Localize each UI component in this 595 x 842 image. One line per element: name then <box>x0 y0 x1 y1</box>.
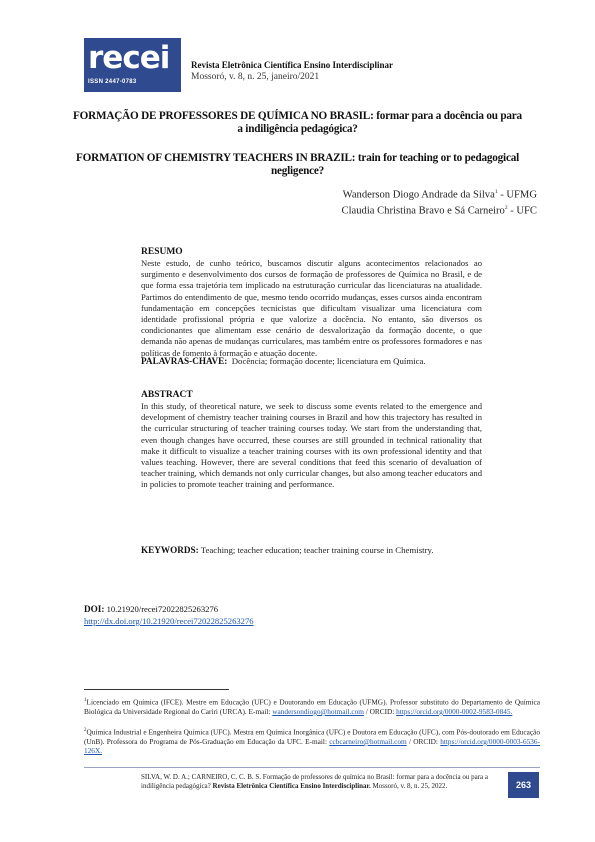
doi <box>84 604 218 614</box>
footer-divider <box>84 767 540 768</box>
footnote-1-orcid-link[interactable]: https://orcid.org/0000-0002-9583-0845. <box>396 706 513 716</box>
page-number: 263 <box>508 772 539 798</box>
resumo-heading: RESUMO <box>141 247 183 257</box>
logo-issn: ISSN 2447-0783 <box>88 79 137 85</box>
citation-text: SILVA, W. D. A.; CARNEIRO, C. C. B. S. Formação de professores de química no Brasil: formar para a docência ou para a indiligência pedagógica? <box>141 773 489 791</box>
footnote-2-marker: 2 <box>84 728 87 733</box>
title-portuguese: FORMAÇÃO DE PROFESSORES DE QUÍMICA NO BRASIL: formar para a docência ou para a indiligência pedagógica? <box>73 110 522 135</box>
doi-label: DOI: <box>84 604 105 614</box>
journal-name: Revista Eletrônica Científica Ensino Interdisciplinar <box>191 60 393 70</box>
footnote-1 <box>84 696 540 716</box>
citation-journal: Revista Eletrônica Científica Ensino Interdisciplinar. <box>212 782 371 791</box>
footnote-2-text: Química Industrial e Engenheira Química (UFC). Mestra em Química Inorgânica (UFC) e Doutora em Educação (UFC), com Pós-doutorado em Educação (UnB). Professora do Programa de Pós-Graduação em Educação da UFC. E-mail: <box>84 727 540 746</box>
keywords-pt-label: PALAVRAS-CHAVE: <box>141 356 228 366</box>
author-1-footnote-ref[interactable]: 1 <box>494 189 498 195</box>
footnote-divider <box>84 689 229 690</box>
footnote-1-text: Licenciado em Química (IFCE). Mestre em Educação (UFC) e Doutorando em Educação (UFMG). Professor substituto do Departamento de Química Biológica da Universidade Regional do Cariri (URCA). E-mail: <box>84 697 540 716</box>
doi-link[interactable]: http://dx.doi.org/10.21920/recei72022825263276 <box>84 616 254 626</box>
footnote-2 <box>84 726 540 756</box>
footnote-2-orcid-link[interactable]: https://orcid.org/0000-0003-6536-126X. <box>84 736 541 756</box>
footnote-1-marker: 1 <box>84 698 87 703</box>
journal-issue: Mossoró, v. 8, n. 25, janeiro/2021 <box>191 72 320 82</box>
author-2-affiliation: - UFC <box>507 205 537 217</box>
author-2 <box>342 205 537 217</box>
journal-logo <box>84 38 181 92</box>
keywords-pt-text: Docência; formação docente; licenciatura em Química. <box>231 356 426 366</box>
citation <box>141 773 501 791</box>
title-english: FORMATION OF CHEMISTRY TEACHERS IN BRAZIL: train for teaching or to pedagogical negligence? <box>75 152 520 177</box>
author-2-footnote-ref[interactable]: 2 <box>504 205 508 211</box>
footnote-1-email-link[interactable]: wandersondiogo@hotmail.com <box>272 706 364 716</box>
doi-value: 10.21920/recei72022825263276 <box>106 604 219 614</box>
author-1-name: Wanderson Diogo Andrade da Silva <box>342 189 495 201</box>
keywords-en-label: KEYWORDS: <box>141 545 199 555</box>
keywords-en-text: Teaching; teacher education; teacher training course in Chemistry. <box>200 545 434 555</box>
citation-tail: Mossoró, v. 8, n. 25, 2022. <box>370 782 448 791</box>
author-2-name: Claudia Christina Bravo e Sá Carneiro <box>341 205 505 217</box>
logo-wordmark: recei <box>88 40 170 76</box>
author-1-affiliation: - UFMG <box>497 189 537 201</box>
abstract-text: In this study, of theoretical nature, we seek to discuss some events related to the emergence and development of chemistry teacher training courses in Brazil and how this trajectory has resulted in the curricular structuring of teacher training courses today. We start from the understanding that, even though changes have occurred, these courses are still grounded in technical rationality that make it difficult to visualize a teacher training courses with its own professional identity and that values teaching. However, there are several conditions that feed this scenario of devaluation of teacher training, which demands not only curricular changes, but also among teacher educators and in policies to promote teacher training and performance. <box>141 401 482 490</box>
resumo-text: Neste estudo, de cunho teórico, buscamos discutir alguns acontecimentos relacionados ao surgimento e desenvolvimento dos cursos de formação de professores de Química no Brasil, e de que forma essa trajetória tem implicado na estruturação curricular das licenciaturas na atualidade. Partimos do entendimento de que, mesmo tendo ocorrido mudanças, esses cursos ainda encontram fundamentação em concepções tecnicistas que dificultam visualizar uma licenciatura com identidade profissional própria e que valorize a docência. No entanto, são diversos os condicionantes que alimentam esse cenário de desvalorização da formação docente, o que demanda não apenas de mudanças curriculares, mas também entre os professores formadores e nas políticas de fomento à formação e atuação docente. <box>141 258 482 358</box>
keywords-portuguese <box>141 356 426 366</box>
footnote-1-orcid-label: / ORCID: <box>363 706 397 716</box>
abstract-heading: ABSTRACT <box>141 390 193 400</box>
footnote-2-orcid-label: / ORCID: <box>406 736 441 746</box>
keywords-english <box>141 545 434 555</box>
author-1 <box>343 189 537 201</box>
footnote-2-email-link[interactable]: ccbcarneiro@hotmail.com <box>329 736 407 746</box>
